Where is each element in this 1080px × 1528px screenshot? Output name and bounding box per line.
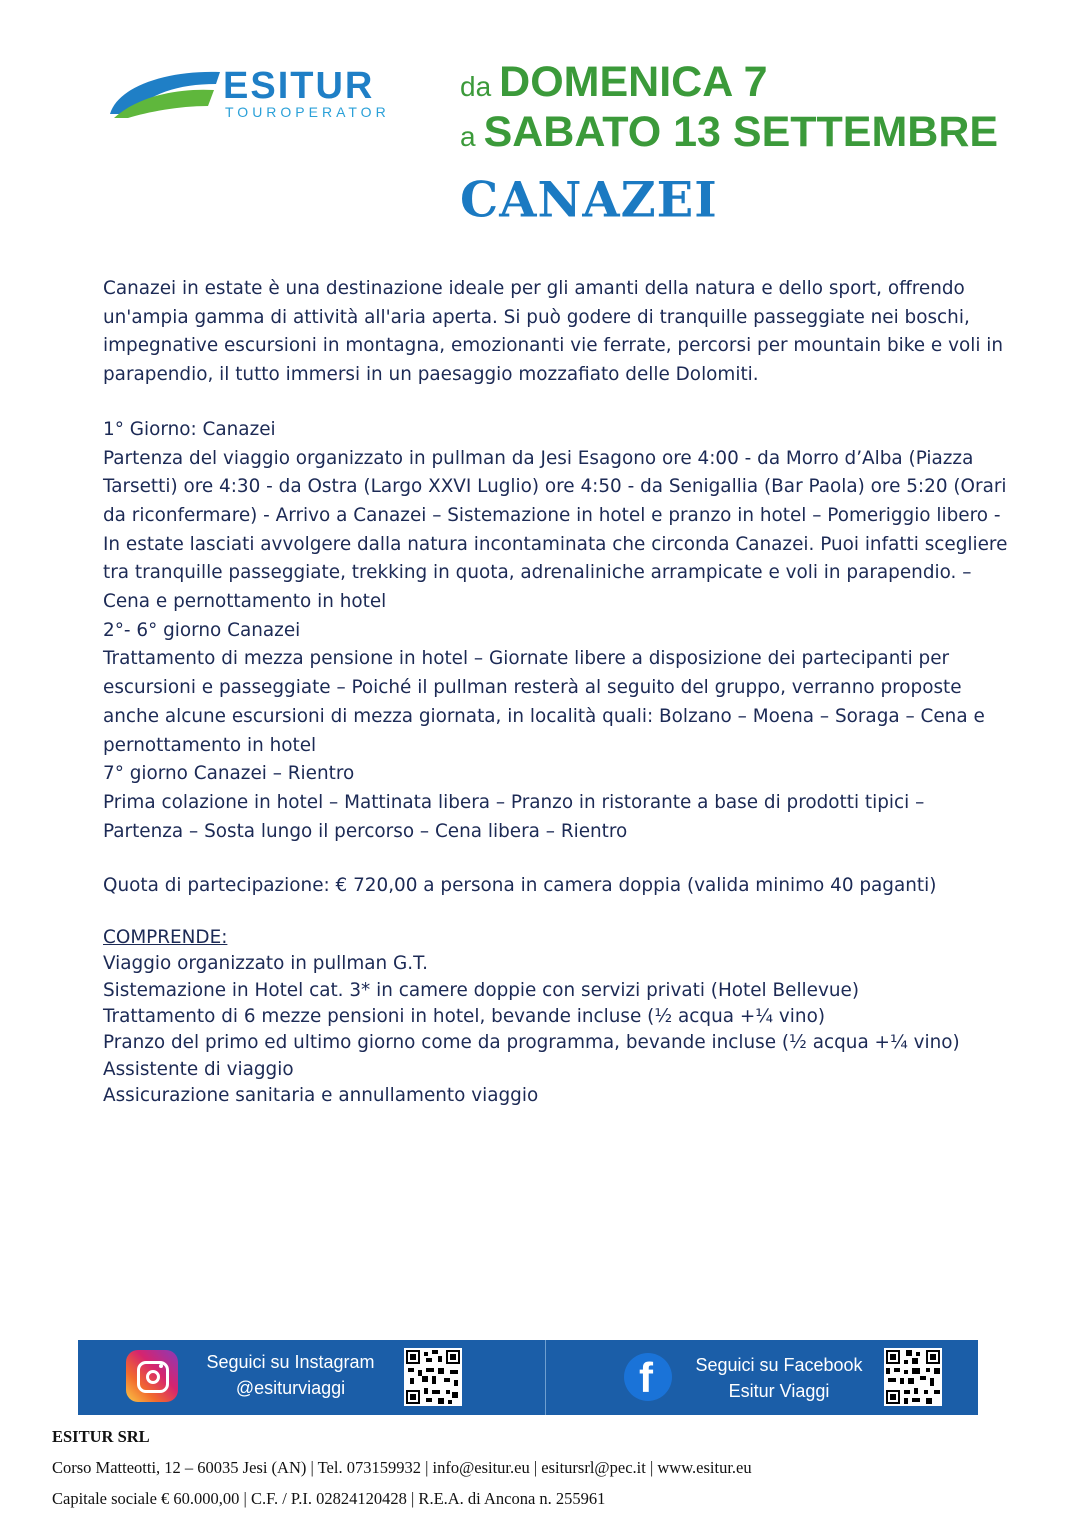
price-line [103, 872, 1008, 901]
logo-subtitle: TOUROPERATOR [225, 104, 390, 120]
price-details: in camera doppia (valida minimo 40 paganti) [514, 875, 937, 897]
facebook-icon[interactable]: f [624, 1353, 672, 1401]
list-item: Sistemazione in Hotel cat. 3* in camere doppie con servizi privati (Hotel Bellevue) [103, 979, 860, 1001]
includes-list [103, 925, 1008, 1109]
date-prefix-from: da [460, 71, 492, 102]
day-1-title: 1° Giorno: Canazei [103, 418, 276, 440]
day-1-text: Partenza del viaggio organizzato in pullman da Jesi Esagono ore 4:00 - da Morro d’Alba (Piazza Tarsetti) ore 4:30 - da Ostra (Largo XXVI Luglio) ore 4:50 - da Senigallia (Bar Paola) ore 5:20 (Orari da riconfermare) - Arrivo a Canazei – Sistemazione in hotel e pranzo in hotel – Pomeriggio libero - In estate lasciati avvolgere dalla natura incontaminata che circonda Canazei. Puoi infatti scegliere tra tranquille passeggiate, trekking in quota, adrenaliniche arrampicate e voli in parapendio. – Cena e pernottamento in hotel [103, 447, 1008, 613]
company-logo [108, 66, 428, 126]
intro-paragraph: Canazei in estate è una destinazione ideale per gli amanti della natura e dello sport, offrendo un'ampia gamma di attività all'aria aperta. Si può godere di tranquille passeggiate nei boschi, impegnative escursioni in montagna, emozionanti vie ferrate, percorsi per mountain bike e voli in parapendio, il tutto immersi in un paesaggio mozzafiato delle Dolomiti. [103, 278, 1004, 386]
list-item: Trattamento di 6 mezze pensioni in hotel, bevande incluse (½ acqua +¼ vino) [103, 1005, 826, 1027]
facebook-page[interactable]: Esitur Viaggi [728, 1381, 830, 1401]
list-item: Assicurazione sanitaria e annullamento viaggio [103, 1084, 539, 1106]
social-banner [78, 1340, 978, 1415]
facebook-section[interactable] [546, 1340, 996, 1415]
logo-mark-icon [108, 66, 228, 122]
list-item: Assistente di viaggio [103, 1058, 294, 1080]
day-7-title: 7° giorno Canazei – Rientro [103, 763, 355, 785]
destination-title: CANAZEI [460, 171, 718, 229]
instagram-qr-code-icon[interactable] [404, 1348, 462, 1406]
list-item: Viaggio organizzato in pullman G.T. [103, 953, 429, 975]
date-start-text: DOMENICA 7 [499, 58, 768, 106]
company-name: ESITUR SRL [52, 1427, 150, 1446]
day-7-text: Prima colazione in hotel – Mattinata libera – Pranzo in ristorante a base di prodotti tipici – Partenza – Sosta lungo il percorso – Cena libera – Rientro [103, 791, 925, 842]
instagram-icon[interactable] [126, 1350, 178, 1402]
day-2-6-text: Trattamento di mezza pensione in hotel – Giornate libere a disposizione dei partecipanti per escursioni e passeggiate – Poiché il pullman resterà al seguito del gruppo, verranno proposte anche alcune escursioni di mezza giornata, in località quali: Bolzano – Moena – Soraga – Cena e pernottamento in hotel [103, 648, 985, 756]
instagram-label: Seguici su Instagram [206, 1352, 375, 1372]
company-address: Corso Matteotti, 12 – 60035 Jesi (AN) | Tel. 073159932 | info@esitur.eu | esitursrl@pec.it | www.esitur.eu [52, 1458, 752, 1477]
date-prefix-to: a [460, 121, 476, 152]
facebook-label: Seguici su Facebook [695, 1355, 863, 1375]
trip-description [103, 275, 1008, 1109]
list-item: Pranzo del primo ed ultimo giorno come da programma, bevande incluse (½ acqua +¼ vino) [103, 1032, 960, 1054]
instagram-section[interactable] [78, 1340, 528, 1415]
price-label: Quota di partecipazione: € 720,00 a persona [103, 875, 515, 897]
includes-title: COMPRENDE: [103, 927, 228, 949]
instagram-handle[interactable]: @esiturviaggi [235, 1378, 346, 1398]
date-end [460, 108, 998, 157]
day-2-6-title: 2°- 6° giorno Canazei [103, 619, 301, 641]
company-legal-info: Capitale sociale € 60.000,00 | C.F. / P.I. 02824120428 | R.E.A. di Ancona n. 255961 [52, 1489, 606, 1508]
date-end-text: SABATO 13 SETTEMBRE [483, 108, 999, 156]
logo-name: ESITUR [223, 65, 375, 107]
date-start [460, 58, 768, 107]
facebook-qr-code-icon[interactable] [884, 1348, 942, 1406]
